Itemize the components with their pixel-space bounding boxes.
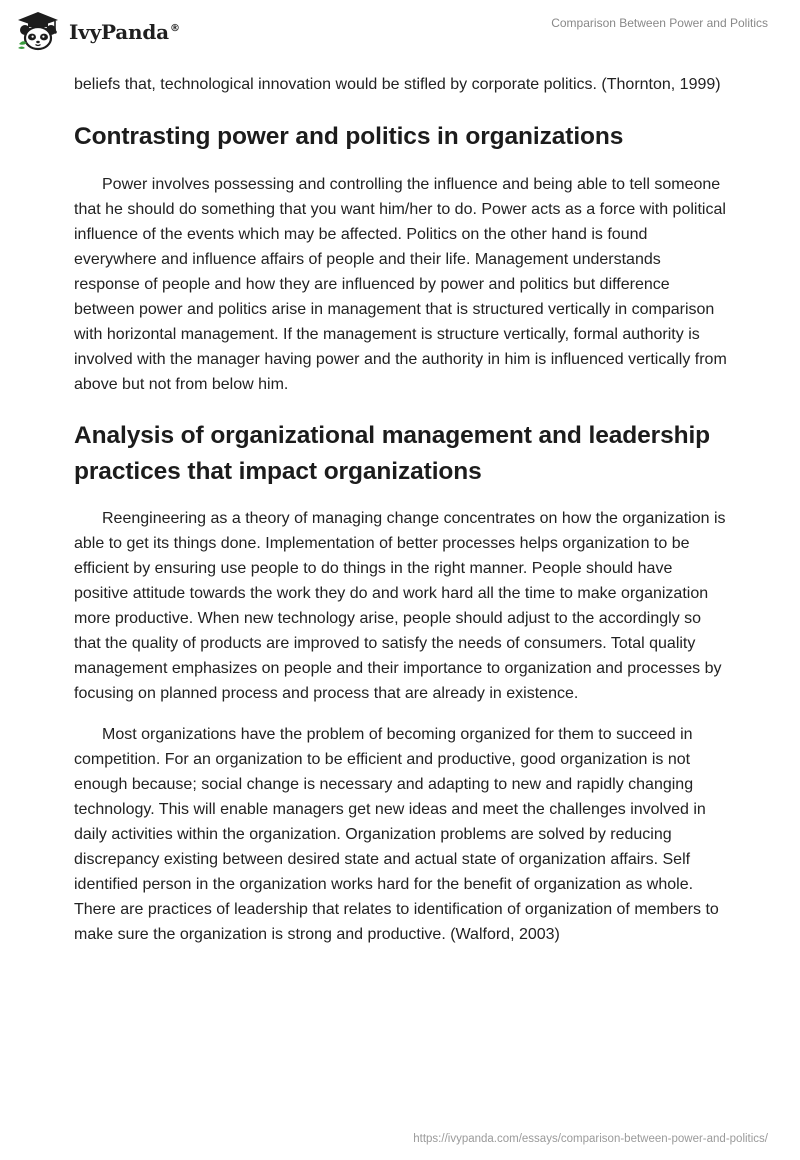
paragraph-organization-problems: Most organizations have the problem of becoming organized for them to succeed in competition. For an organization to be efficient and productive, good organization is not enough because; social change is necessary and adapting to new and rapidly changing technology. This will enable managers get new ideas and meet the challenges involved in daily activities within the organization. Organization problems are solved by reducing discrepancy existing between desired state and actual state of organization affairs. Self identified person in the organization works hard for the benefit of organization as whole. There are practices of leadership that relates to identification of organization of members to make sure the organization is strong and productive. (Walford, 2003) [74, 726, 719, 943]
section-heading-analysis: Analysis of organizational management and leadership practices that impact organizations [74, 422, 711, 485]
panda-graduate-icon [16, 10, 60, 52]
essay-content [74, 72, 728, 947]
document-title: Comparison Between Power and Politics [551, 16, 768, 30]
logo-text: IvyPanda® [69, 20, 180, 44]
section-heading-contrasting: Contrasting power and politics in organizations [74, 123, 624, 150]
paragraph-power-politics: Power involves possessing and controlling the influence and being able to tell someone that he should do something that you want him/her to do. Power acts as a force with political influence of the events which may be affected. Politics on the other hand is found everywhere and influence affairs of people and their life. Management understands response of people and how they are influenced by power and politics but difference between power and politics arise in management that is structured vertically in comparison with horizontal management. If the management is structure vertically, formal authority is involved with the manager having power and the authority in him is influenced vertically from above but not from below him. [74, 176, 727, 393]
source-url[interactable]: https://ivypanda.com/essays/comparison-between-power-and-politics/ [413, 1133, 768, 1145]
intro-paragraph-fragment: beliefs that, technological innovation would be stifled by corporate politics. (Thornton, 1999) [74, 76, 721, 93]
registered-mark: ® [169, 23, 180, 35]
logo[interactable] [16, 10, 180, 52]
paragraph-reengineering: Reengineering as a theory of managing change concentrates on how the organization is able to get its things done. Implementation of better processes helps organization to be efficient by ensuring use people to do things in the right manner. People should have positive attitude towards the work they do and work hard all the time to make organization more productive. When new technology arise, people should adjust to the accordingly so that the quality of products are improved to satisfy the needs of consumers. Total quality management emphasizes on people and their importance to organization and processes by focusing on planned process and process that are already in existence. [74, 510, 726, 702]
